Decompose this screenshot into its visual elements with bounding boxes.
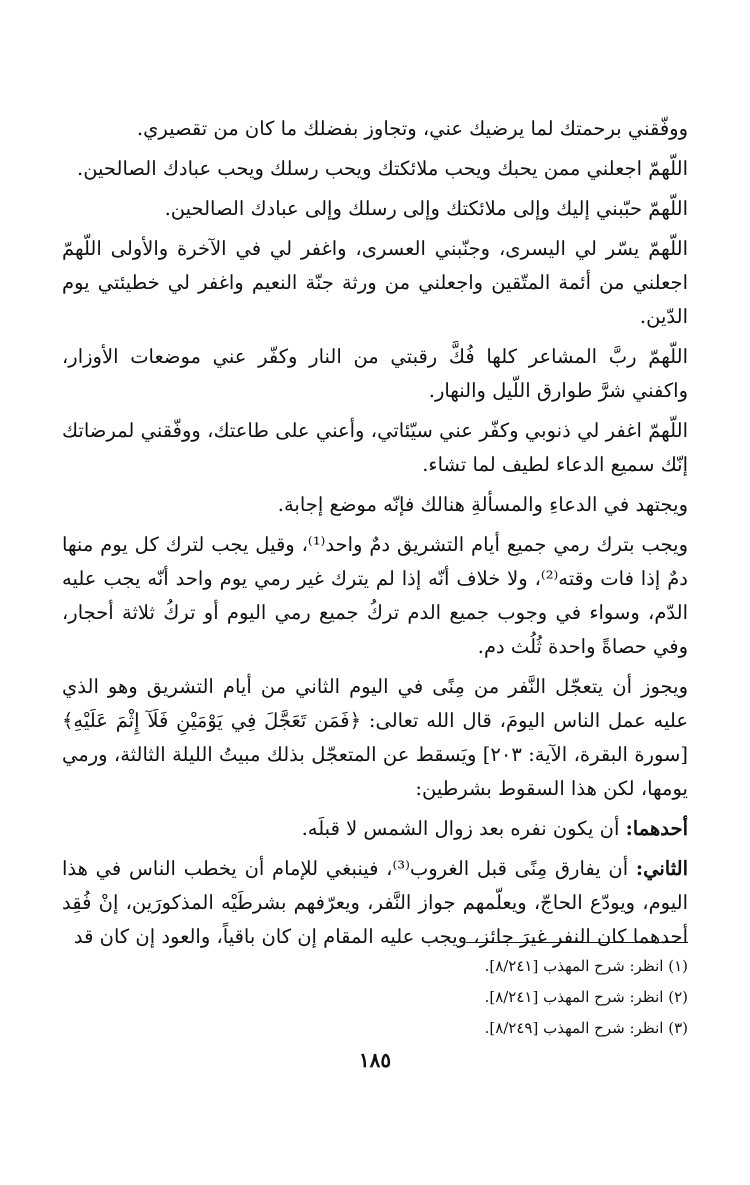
condition-two-text: أن يفارق مِنًى قبل الغروب⁽³⁾، فينبغي للإمام أن يخطب الناس في هذا اليوم، ويودّع الحاجّ، ويعلّمهم جواز النَّفر، ويعرّفهم بشرطَيْه المذكورَين، إنْ فُقِد أحدهما كان النفر غيرَ جائز، ويجب عليه المقام إن كان باقياً، والعود إن كان قد: [62, 857, 688, 948]
condition-one-lead: أحدهما:: [625, 817, 688, 840]
footnotes: [62, 942, 688, 1044]
paragraph-7: ويجتهد في الدعاءِ والمسألةِ هنالك فإنّه موضع إجابة.: [277, 493, 688, 516]
paragraph-1: ووفّقني برحمتك لما يرضيك عني، وتجاوز بفضلك ما كان من تقصيري.: [136, 117, 688, 140]
paragraph-3: اللّهمّ حبّبني إليك وإلى ملائكتك وإلى رسلك وإلى عبادك الصالحين.: [164, 197, 688, 220]
condition-two: [62, 852, 688, 954]
condition-one: [62, 812, 688, 846]
paragraph-5: اللّهمّ ربَّ المشاعر كلها فُكَّ رقبتي من النار وكفّر عني موضعات الأوزار، واكفني شرَّ طوارق اللّيل والنهار.: [62, 345, 688, 402]
condition-two-lead: الثاني:: [635, 857, 688, 880]
footnote-3: (٣) انظر: شرح المهذب [٨/٢٤٩].: [484, 1019, 688, 1037]
footnote-1: (١) انظر: شرح المهذب [٨/٢٤١].: [484, 957, 688, 975]
main-text: [62, 112, 688, 954]
footnote-2: (٢) انظر: شرح المهذب [٨/٢٤١].: [484, 988, 688, 1006]
paragraph-4: اللّهمّ يسّر لي اليسرى، وجنّبني العسرى، واغفر لي في الآخرة والأولى اللّهمّ اجعلني من أئمة المتّقين واجعلني من ورثة جنّة النعيم واغفر لي خطيئتي يوم الدّين.: [62, 237, 688, 328]
page-number: ١٨٥: [358, 1048, 392, 1072]
paragraph-8: ويجب بترك رمي جميع أيام التشريق دمٌ واحد⁽¹⁾، وقيل يجب لترك كل يوم منها دمٌ إذا فات وقته⁽²⁾، ولا خلاف أنّه إذا لم يترك غير رمي يوم واحد أنّه يجب عليه الدّم، وسواء في وجوب جميع الدم تركُ جميع رمي اليوم أو تركُ ثلاثة أحجار، وفي حصاةً واحدة ثُلُث دم.: [62, 533, 689, 658]
condition-one-text: أن يكون نفره بعد زوال الشمس لا قبلَه.: [301, 817, 620, 840]
paragraph-6: اللّهمّ اغفر لي ذنوبي وكفّر عني سيّئاتي، وأعني على طاعتك، ووفّقني لمرضاتك إنّك سميع الدعاء لطيف لما تشاء.: [62, 419, 688, 476]
paragraph-2: اللّهمّ اجعلني ممن يحبك ويحب ملائكتك ويحب رسلك ويحب عبادك الصالحين.: [77, 157, 688, 180]
footnote-separator: [466, 942, 688, 943]
paragraph-9: ويجوز أن يتعجّل النَّفر من مِنًى في اليوم الثاني من أيام التشريق وهو الذي عليه عمل الناس اليومَ، قال الله تعالى: ﴿فَمَن تَعَجَّلَ فِي يَوْمَيْنِ فَلَآ إِثْمَ عَلَيْهِ﴾ [سورة البقرة، الآية: ٢٠٣] ويَسقط عن المتعجّل بذلك مبيتُ الليلة الثالثة، ورمي يومها، لكن هذا السقوط بشرطين:: [62, 675, 688, 800]
